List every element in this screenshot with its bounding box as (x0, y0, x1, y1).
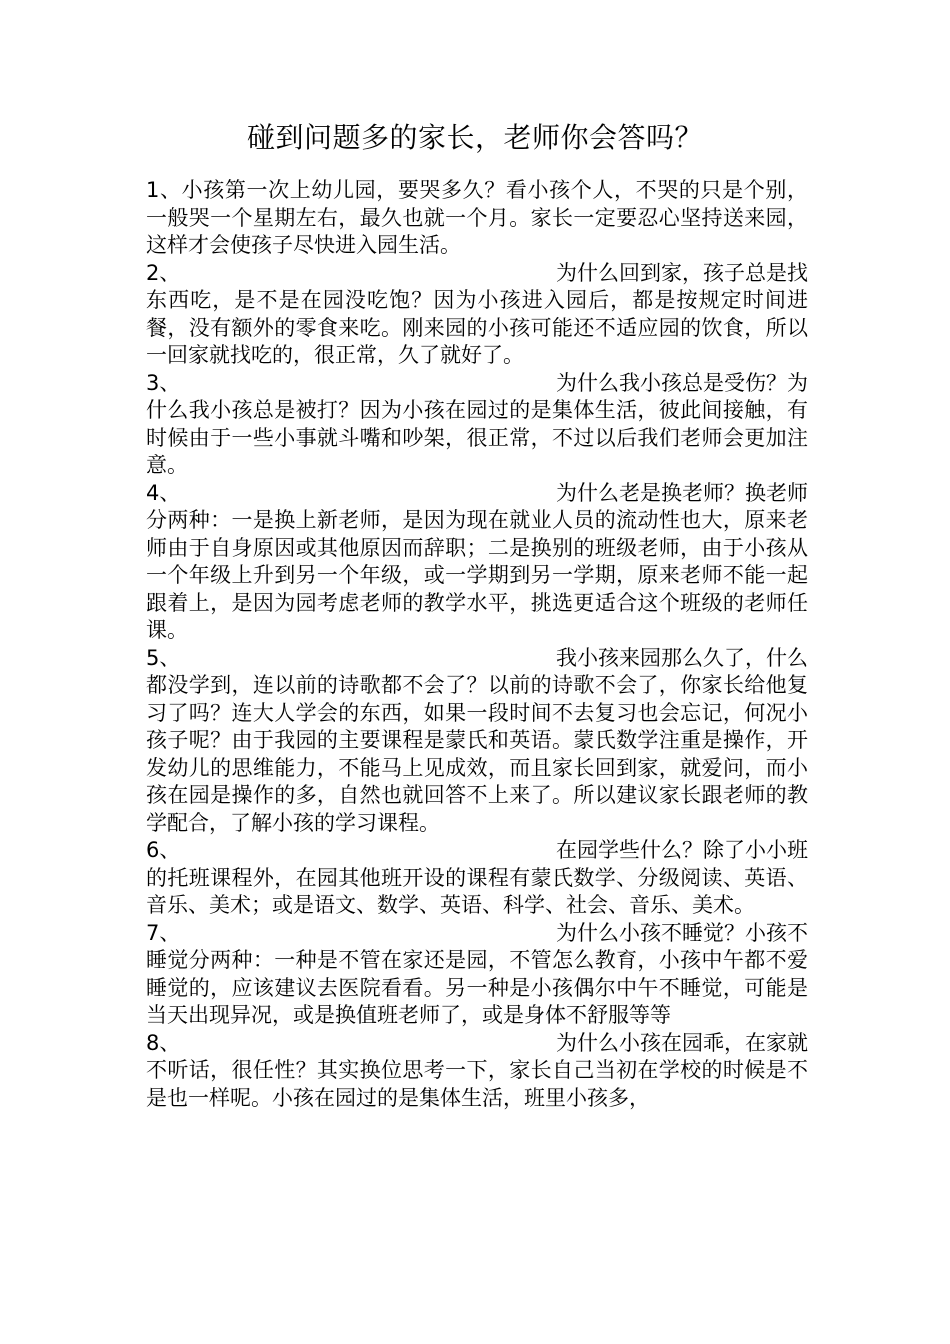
qa-item-2 (146, 260, 808, 370)
item-text: 都没学到，连以前的诗歌都不会了？以前的诗歌不会了，你家长给他复习了吗？连大人学会的东西，如果一段时间不去复习也会忘记，何况小孩子呢？由于我园的主要课程是蒙氏和英语。蒙氏数学注重是操作，开发幼儿的思维能力，不能马上见成效，而且家长回到家，就爱问，而小孩在园是操作的多，自然也就回答不上来了。所以建议家长跟老师的教学配合，了解小孩的学习课程。 (146, 673, 808, 835)
item-head (146, 260, 808, 288)
item-lead: 在园学些什么？除了小小班 (556, 838, 808, 862)
item-lead: 为什么老是换老师？换老师 (556, 480, 808, 505)
item-text: 小孩第一次上幼儿园，要哭多久？看小孩个人，不哭的只是个别，一般哭一个星期左右，最久也就一个月。家长一定要忍心坚持送来园，这样才会使孩子尽快进入园生活。 (146, 178, 808, 257)
item-number: 1、 (146, 178, 182, 202)
item-lead: 为什么小孩不睡觉？小孩不 (556, 920, 808, 945)
item-lead: 为什么小孩在园乖，在家就 (556, 1030, 808, 1055)
item-number: 2、 (146, 260, 181, 285)
qa-item-1 (146, 177, 808, 260)
item-text: 东西吃，是不是在园没吃饱？因为小孩进入园后，都是按规定时间进餐，没有额外的零食来吃。刚来园的小孩可能还不适应园的饮食，所以一回家就找吃的，很正常，久了就好了。 (146, 288, 808, 367)
item-lead: 我小孩来园那么久了，什么 (556, 645, 808, 670)
document-body (146, 177, 808, 1112)
item-number: 4、 (146, 480, 181, 505)
item-number: 5、 (146, 645, 181, 670)
item-number: 8、 (146, 1030, 181, 1055)
item-head (146, 837, 808, 865)
page-title: 碰到问题多的家长，老师你会答吗？ (246, 121, 703, 154)
item-number: 6、 (146, 838, 181, 862)
qa-item-6 (146, 837, 808, 920)
item-text: 分两种：一是换上新老师，是因为现在就业人员的流动性也大，原来老师由于自身原因或其他原因而辞职；二是换别的班级老师，由于小孩从一个年级上升到另一个年级，或一学期到另一学期，原来老师不能一起跟着上，是因为园考虑老师的教学水平，挑选更适合这个班级的老师任课。 (146, 508, 808, 642)
item-text: 睡觉分两种：一种是不管在家还是园，不管怎么教育，小孩中午都不爱睡觉的，应该建议去医院看看。另一种是小孩偶尔中午不睡觉，可能是当天出现异况，或是换值班老师了，或是身体不舒服等等 (146, 948, 808, 1027)
item-text: 不听话，很任性？其实换位思考一下，家长自己当初在学校的时候是不是也一样呢。小孩在园过的是集体生活，班里小孩多， (146, 1058, 808, 1110)
item-number: 3、 (146, 370, 181, 395)
qa-item-5 (146, 645, 808, 838)
item-text: 的托班课程外，在园其他班开设的课程有蒙氏数学、分级阅读、英语、音乐、美术；或是语文、数学、英语、科学、社会、音乐、美术。 (146, 865, 808, 917)
qa-item-7 (146, 920, 808, 1030)
qa-item-4 (146, 480, 808, 645)
item-lead: 为什么回到家，孩子总是找 (556, 260, 808, 285)
item-number: 7、 (146, 920, 181, 945)
qa-item-3 (146, 370, 808, 480)
item-head (146, 645, 808, 673)
item-head (146, 920, 808, 948)
qa-item-8 (146, 1030, 808, 1113)
item-head (146, 370, 808, 398)
item-lead: 为什么我小孩总是受伤？为 (556, 370, 808, 395)
item-head (146, 1030, 808, 1058)
item-text: 什么我小孩总是被打？因为小孩在园过的是集体生活，彼此间接触，有时候由于一些小事就斗嘴和吵架，很正常，不过以后我们老师会更加注意。 (146, 398, 808, 477)
item-head (146, 480, 808, 508)
